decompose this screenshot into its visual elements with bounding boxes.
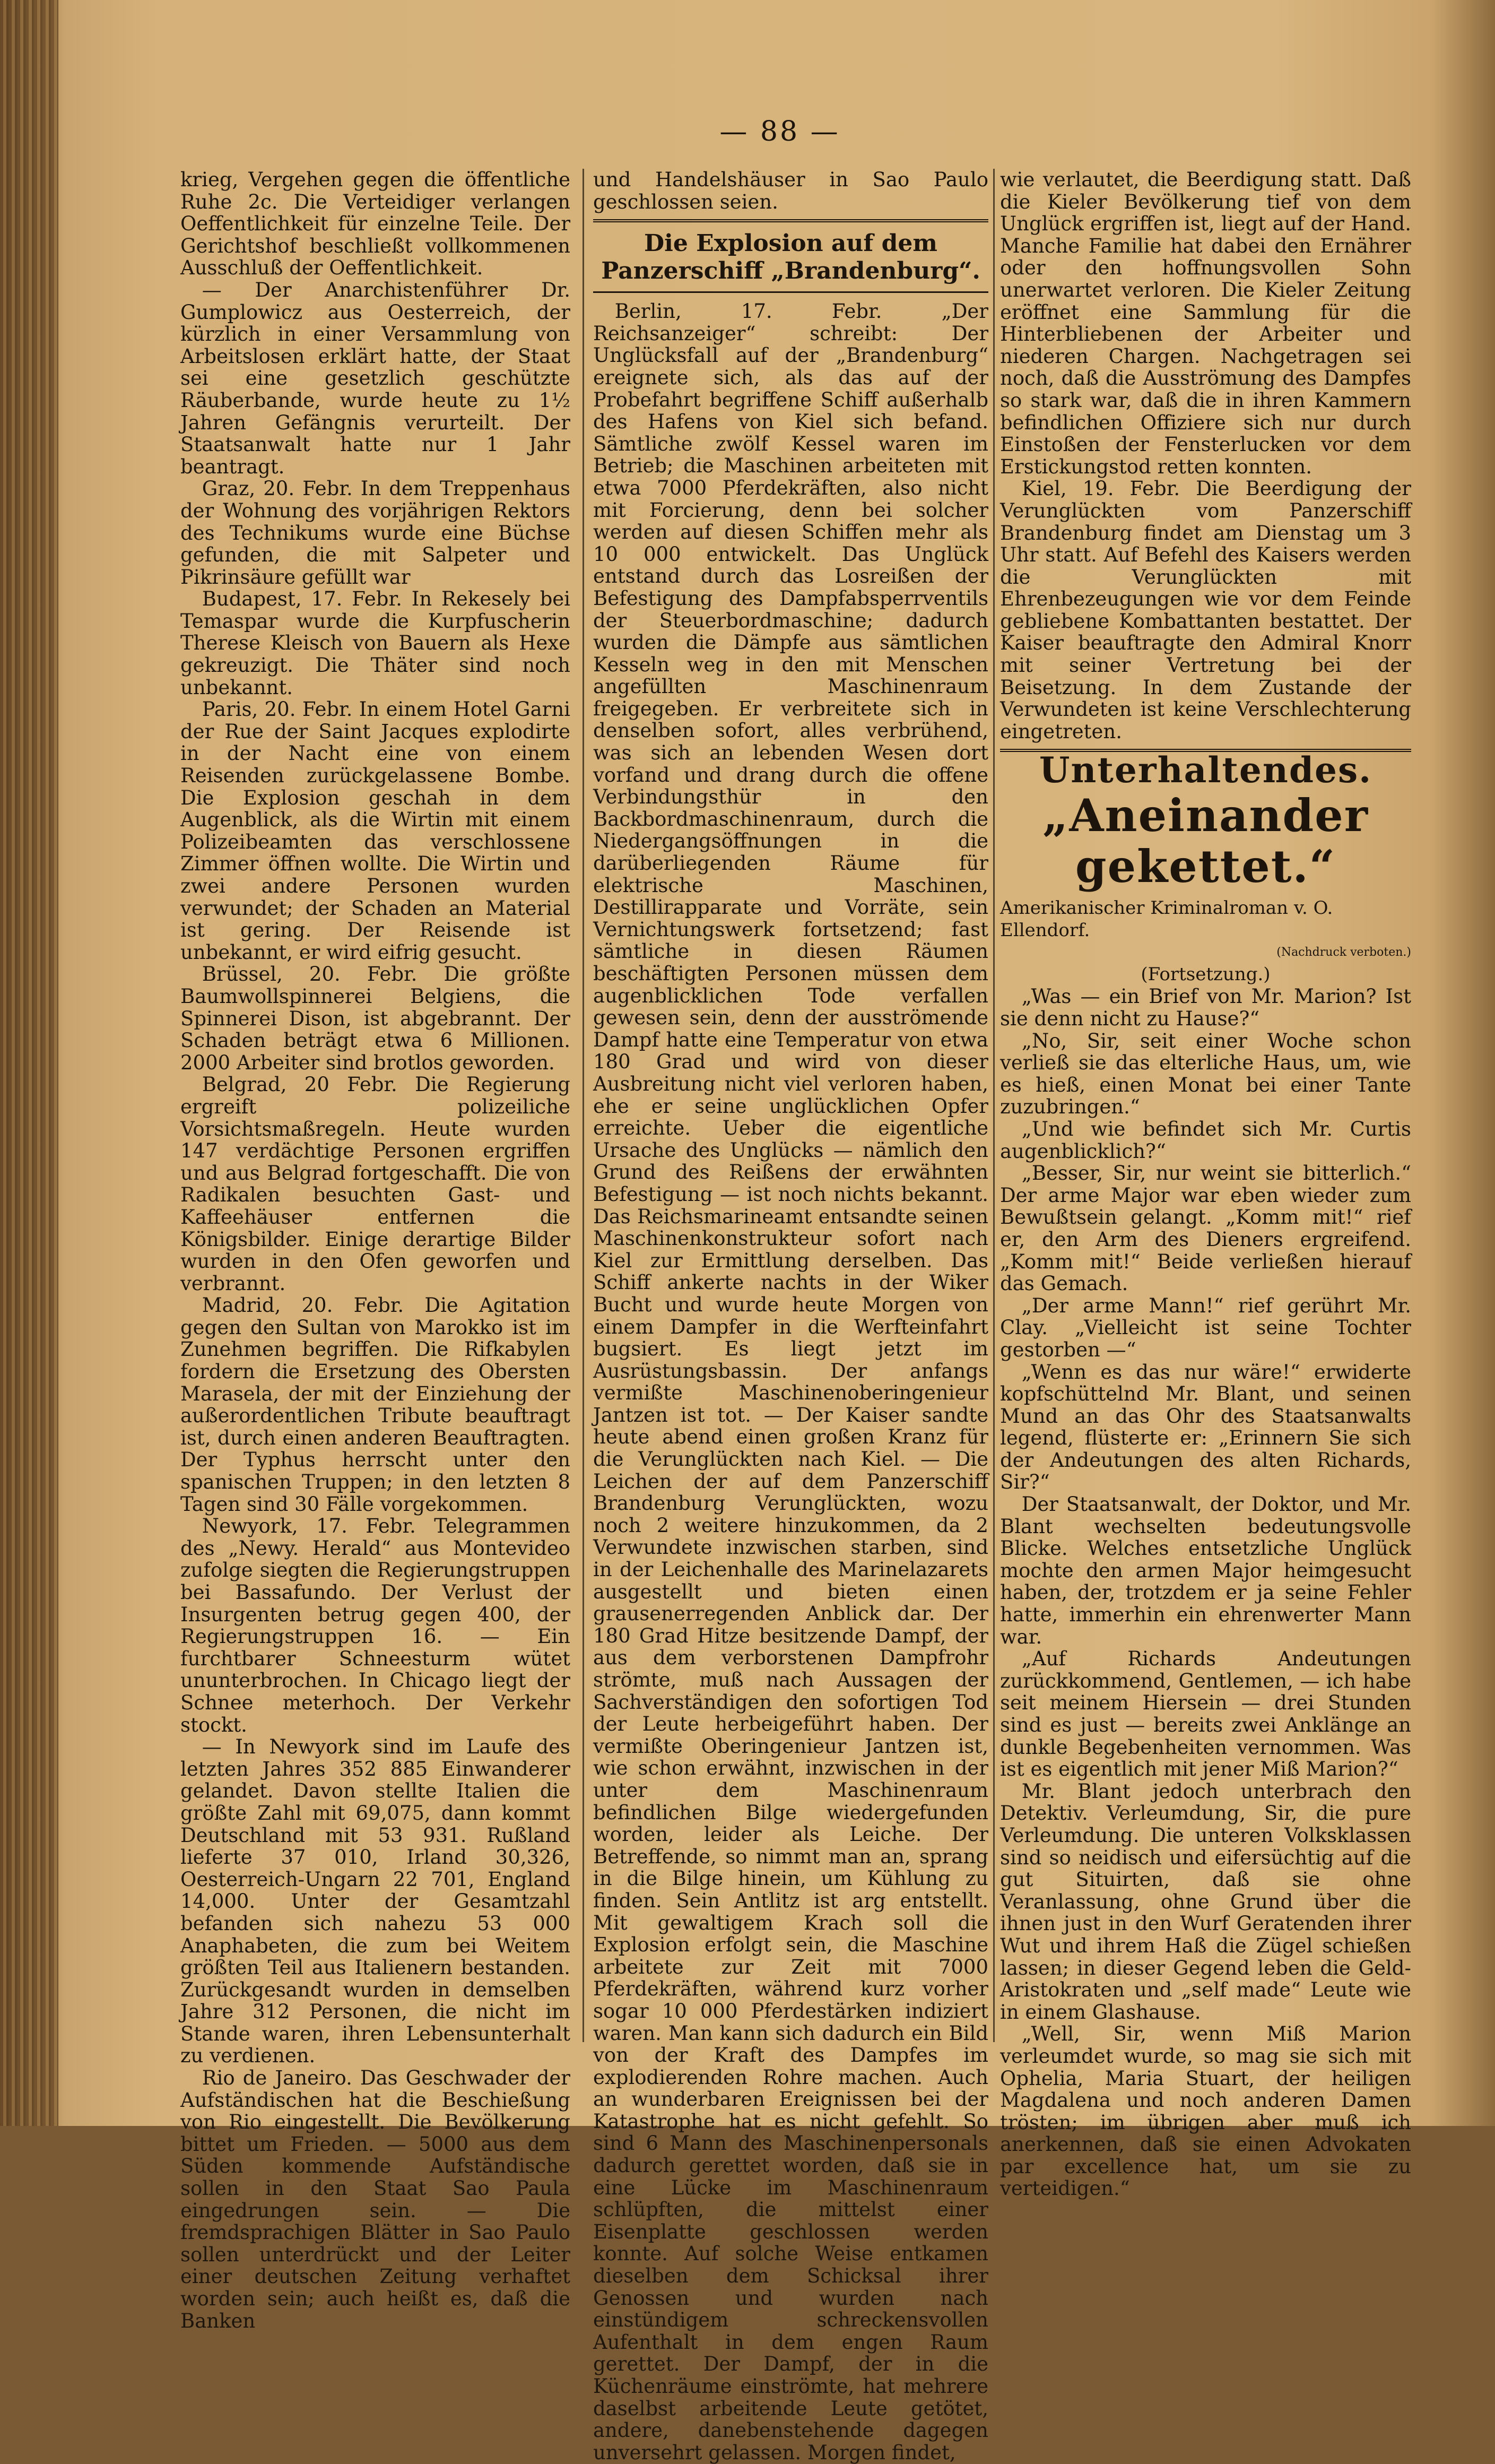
story-paragraph: „Wenn es das nur wäre!“ erwiderte kopfschüttelnd Mr. Blant, und seinen Mund an das Ohr des Staatsanwalts legend, flüsterte er: „Erinnern Sie sich der Andeutungen des alten Richards, Sir?“ [1000, 1360, 1411, 1494]
reprint-notice: (Nachdruck verboten.) [1276, 946, 1411, 959]
column-rule-2 [993, 169, 995, 2042]
story-paragraph: „Well, Sir, wenn Miß Marion verleumdet wurde, so mag sie sich mit Ophelia, Maria Stuart, der heiligen Magdalena und noch anderen Damen trösten; im übrigen aber muß ich anerkennen, daß sie einen Advokaten par excellence hat, um sie zu verteidigen.“ [1000, 2022, 1411, 2200]
paragraph: Kiel, 19. Febr. Die Beerdigung der Verunglückten vom Panzerschiff Brandenburg findet am Dienstag um 3 Uhr statt. Auf Befehl des Kaisers werden die Verunglückten mit Ehrenbezeugungen wie vor dem Feinde gebliebene Kombattanten bestattet. Der Kaiser beauftragte den Admiral Knorr mit seiner Vertretung bei der Beisetzung. In dem Zustande der Verwundeten ist keine Verschlechterung eingetreten. [1000, 477, 1411, 743]
paragraph: Berlin, 17. Febr. „Der Reichsanzeiger“ schreibt: Der Unglücksfall auf der „Brandenburg“ ereignete sich, als das auf der Probefahrt begriffene Schiff außerhalb des Hafens von Kiel sich befand. Sämtliche zwölf Kessel waren im Betrieb; die Maschinen arbeiteten mit etwa 7000 Pferdekräften, also nicht mit Forcierung, denn bei solcher werden auf diesen Schiffen mehr als 10 000 entwickelt. Das Unglück entstand durch das Losreißen der Befestigung des Dampfabsperrventils der Steuerbordmaschine; dadurch wurden die Dämpfe aus sämtlichen Kesseln weg in den mit Menschen angefüllten Maschinenraum freigegeben. Er verbreitete sich in denselben sofort, alles verbrühend, was sich an lebenden Wesen dort vorfand und drang durch die offene Verbindungsthür in den Backbordmaschinenraum, durch die Niedergangsöffnungen in die darüberliegenden Räume für elektrische Maschinen, Destillirapparate und Vorräte, sein Vernichtungswerk fortsetzend; fast sämtliche in diesen Räumen beschäftigten Personen müssen dem augenblicklichen Tode verfallen gewesen sein, denn der ausströmende Dampf hatte eine Temperatur von etwa 180 Grad und wird von dieser Ausbreitung nicht viel verloren haben, ehe er seine unglücklichen Opfer erreichte. Ueber die eigentliche Ursache des Unglücks — nämlich den Grund des Reißens der erwähnten Befestigung — ist noch nichts bekannt. Das Reichsmarineamt entsandte seinen Maschinenkonstrukteur sofort nach Kiel zur Ermittlung derselben. Das Schiff ankerte nachts in der Wiker Bucht und wurde heute Morgen von einem Dampfer in die Werfteinfahrt bugsiert. Es liegt jetzt im Ausrüstungsbassin. Der anfangs vermißte Maschinenoberingenieur Jantzen ist tot. — Der Kaiser sandte heute abend einen großen Kranz für die Verunglückten nach Kiel. — Die Leichen der auf dem Panzerschiff Brandenburg Verunglückten, wozu noch 2 weitere hinzukommen, da 2 Verwundete inzwischen starben, sind in der Leichenhalle des Marinelazarets ausgestellt und bieten einen grausenerregenden Anblick dar. Der 180 Grad Hitze besitzende Dampf, der aus dem verborstenen Dampfrohr strömte, muß nach Aussagen der Sachverständigen den sofortigen Tod der Leute herbeigeführt haben. Der vermißte Oberingenieur Jantzen ist, wie schon erwähnt, inzwischen in der unter dem Maschinenraum befindlichen Bilge wiedergefunden worden, leider als Leiche. Der Betreffende, so nimmt man an, sprang in die Bilge hinein, um Kühlung zu finden. Sein Antlitz ist arg entstellt. Mit gewaltigem Krach soll die Explosion erfolgt sein, die Maschine arbeitete zur Zeit mit 7000 Pferdekräften, während kurz vorher sogar 10 000 Pferdestärken indiziert waren. Man kann sich dadurch ein Bild von der Kraft des Dampfes im explodierenden Rohre machen. Auch an wunderbaren Ereignissen bei der Katastrophe hat es nicht gefehlt. So sind 6 Mann des Maschinenpersonals dadurch gerettet worden, daß sie in eine Lücke im Maschinenraum schlüpften, die mittelst einer Eisenplatte geschlossen werden konnte. Auf solche Weise entkamen dieselben dem Schicksal ihrer Genossen und wurden nach einstündigem schreckensvollen Aufenthalt in dem engen Raum gerettet. Der Dampf, der in die Küchenräume einströmte, hat mehrere daselbst arbeitende Leute getötet, andere, danebenstehende dagegen unversehrt gelassen. Morgen findet, [593, 300, 988, 2464]
story-paragraph: „Was — ein Brief von Mr. Marion? Ist sie denn nicht zu Hause?“ [1000, 985, 1411, 1030]
paragraph: und Handelshäuser in Sao Paulo geschlossen seien. [593, 168, 988, 213]
story-paragraph: Der Staatsanwalt, der Doktor, und Mr. Blant wechselten bedeutungsvolle Blicke. Welches entsetzliche Unglück mochte den armen Major heimgesucht haben, der, trotzdem er ja seine Fehler hatte, immerhin ein ehrenwerter Mann war. [1000, 1493, 1411, 1648]
book-binding-edge [0, 0, 58, 2126]
column-2 [593, 168, 988, 2464]
story-paragraph: „Besser, Sir, nur weint sie bitterlich.“ Der arme Major war eben wieder zum Bewußtsein gelangt. „Komm mit!“ rief er, den Arm des Dieners ergreifend. „Komm mit!“ Beide verließen hierauf das Gemach. [1000, 1162, 1411, 1295]
paragraph: Brüssel, 20. Febr. Die größte Baumwollspinnerei Belgiens, die Spinnerei Dison, ist abgebrannt. Der Schaden beträgt etwa 6 Millionen. 2000 Arbeiter sind brotlos geworden. [180, 963, 570, 1074]
paragraph: Madrid, 20. Febr. Die Agitation gegen den Sultan von Marokko ist im Zunehmen begriffen. Die Rifkabylen fordern die Ersetzung des Obersten Marasela, der mit der Einziehung der außerordentlichen Tribute beauftragt ist, durch einen anderen Beauftragten. Der Typhus herrscht unter den spanischen Truppen; in den letzten 8 Tagen sind 30 Fälle vorgekommen. [180, 1294, 570, 1516]
section-divider [593, 219, 988, 222]
story-paragraph: „Auf Richards Andeutungen zurückkommend, Gentlemen, — ich habe seit meinem Hiersein — drei Stunden sind es just — bereits zwei Anklänge an dunkle Begebenheiten vernommen. Was ist es eigentlich mit jener Miß Marion?“ [1000, 1647, 1411, 1781]
paragraph: Rio de Janeiro. Das Geschwader der Aufständischen hat die Beschießung von Rio eingestellt. Die Bevölkerung bittet um Frieden. — 5000 aus dem Süden kommende Aufständische sollen in den Staat Sao Paula eingedrungen sein. — Die fremdsprachigen Blätter in Sao Paulo sollen unterdrückt und der Leiter einer deutschen Zeitung verhaftet worden sein; auch heißt es, daß die Banken [180, 2067, 570, 2332]
paragraph: — In Newyork sind im Laufe des letzten Jahres 352 885 Einwanderer gelandet. Davon stellte Italien die größte Zahl mit 69,075, dann kommt Deutschland mit 53 931. Rußland lieferte 37 010, Irland 30,326, Oesterreich-Ungarn 22 701, England 14,000. Unter der Gesamtzahl befanden sich nahezu 53 000 Anaphabeten, die zum bei Weitem größten Teil aus Italienern bestanden. Zurückgesandt wurden in demselben Jahre 312 Personen, die nicht im Stande waren, ihren Lebensunterhalt zu verdienen. [180, 1735, 570, 2068]
headline-divider [593, 291, 988, 293]
story-paragraph: „Der arme Mann!“ rief gerührt Mr. Clay. „Vielleicht ist seine Tochter gestorben —“ [1000, 1294, 1411, 1361]
article-headline: Die Explosion auf dem Panzerschiff „Brandenburg“. [601, 230, 980, 285]
paragraph: krieg, Vergehen gegen die öffentliche Ruhe 2c. Die Verteidiger verlangen Oeffentlichkeit für einzelne Teile. Der Gerichtshof beschließt vollkommenen Ausschluß der Oeffentlichkeit. [180, 168, 570, 280]
column-3 [1000, 168, 1411, 2200]
paragraph: — Der Anarchistenführer Dr. Gumplowicz aus Oesterreich, der kürzlich in einer Versammlung von Arbeitslosen erklärt hatte, der Staat sei eine gesetzlich geschützte Räuberbande, wurde heute zu 1½ Jahren Gefängnis verurteilt. Der Staatsanwalt hatte nur 1 Jahr beantragt. [180, 278, 570, 478]
story-paragraph: „Und wie befindet sich Mr. Curtis augenblicklich?“ [1000, 1117, 1411, 1163]
continuation-label: (Fortsetzung.) [1141, 963, 1271, 985]
section-title: Unterhaltendes. [1039, 749, 1372, 791]
column-1 [180, 168, 570, 2332]
paragraph: Paris, 20. Febr. In einem Hotel Garni der Rue der Saint Jacques explodirte in der Nacht eine von einem Reisenden zurückgelassene Bombe. Die Explosion geschah in dem Augenblick, als die Wirtin mit einem Polizeibeamten das verschlossene Zimmer öffnen wollte. Die Wirtin und zwei andere Personen wurden verwundet; der Schaden an Material ist gering. Der Reisende ist unbekannt, er wird eifrig gesucht. [180, 698, 570, 964]
page-number: — 88 — [719, 116, 840, 148]
paragraph: Budapest, 17. Febr. In Rekesely bei Temaspar wurde die Kurpfuscherin Therese Kleisch von Bauern als Hexe gekreuzigt. Die Thäter sind noch unbekannt. [180, 587, 570, 699]
paragraph: Belgrad, 20 Febr. Die Regierung ergreift polizeiliche Vorsichtsmaßregeln. Heute wurden 147 verdächtige Personen ergriffen und aus Belgrad fortgeschafft. Die von Radikalen besuchten Gast- und Kaffeehäuser entfernen die Königsbilder. Einige derartige Bilder wurden in den Ofen geworfen und verbrannt. [180, 1073, 570, 1295]
paragraph: Newyork, 17. Febr. Telegrammen des „Newy. Herald“ aus Montevideo zufolge siegten die Regierungstruppen bei Bassafundo. Der Verlust der Insurgenten betrug gegen 400, der Regierungstruppen 16. — Ein furchtbarer Schneesturm wütet ununterbrochen. In Chicago liegt der Schnee meterhoch. Der Verkehr stockt. [180, 1515, 570, 1736]
column-rule-1 [583, 169, 584, 2042]
byline: Amerikanischer Kriminalroman v. O. Ellendorf. [1000, 897, 1333, 941]
paragraph: Graz, 20. Febr. In dem Treppenhaus der Wohnung des vorjährigen Rektors des Technikums wurde eine Büchse gefunden, die mit Salpeter und Pikrinsäure gefüllt war [180, 477, 570, 589]
novel-title: „Aneinander gekettet.“ [1042, 789, 1369, 893]
story-paragraph: Mr. Blant jedoch unterbrach den Detektiv. Verleumdung, Sir, die pure Verleumdung. Die unteren Volksklassen sind so neidisch und eifersüchtig auf die gut Situirten, daß sie ohne Veranlassung, ohne Grund über die ihnen just in den Wurf Geratenden ihrer Wut und ihrem Haß die Zügel schießen lassen; in dieser Gegend leben die Geld-Aristokraten und „self made“ Leute wie in einem Glashause. [1000, 1779, 1411, 2024]
story-paragraph: „No, Sir, seit einer Woche schon verließ sie das elterliche Haus, um, wie es hieß, einen Monat bei einer Tante zuzubringen.“ [1000, 1029, 1411, 1119]
paragraph: wie verlautet, die Beerdigung statt. Daß die Kieler Bevölkerung tief von dem Unglück ergriffen ist, liegt auf der Hand. Manche Familie hat dabei den Ernährer oder den hoffnungsvollen Sohn unerwartet verloren. Die Kieler Zeitung eröffnet eine Sammlung für die Hinterbliebenen der Arbeiter und niederen Chargen. Nachgetragen sei noch, daß die Ausströmung des Dampfes so stark war, daß die in ihren Kammern befindlichen Offiziere sich nur durch Einstoßen der Fensterlucken vor dem Erstickungstod retten konnten. [1000, 168, 1411, 478]
